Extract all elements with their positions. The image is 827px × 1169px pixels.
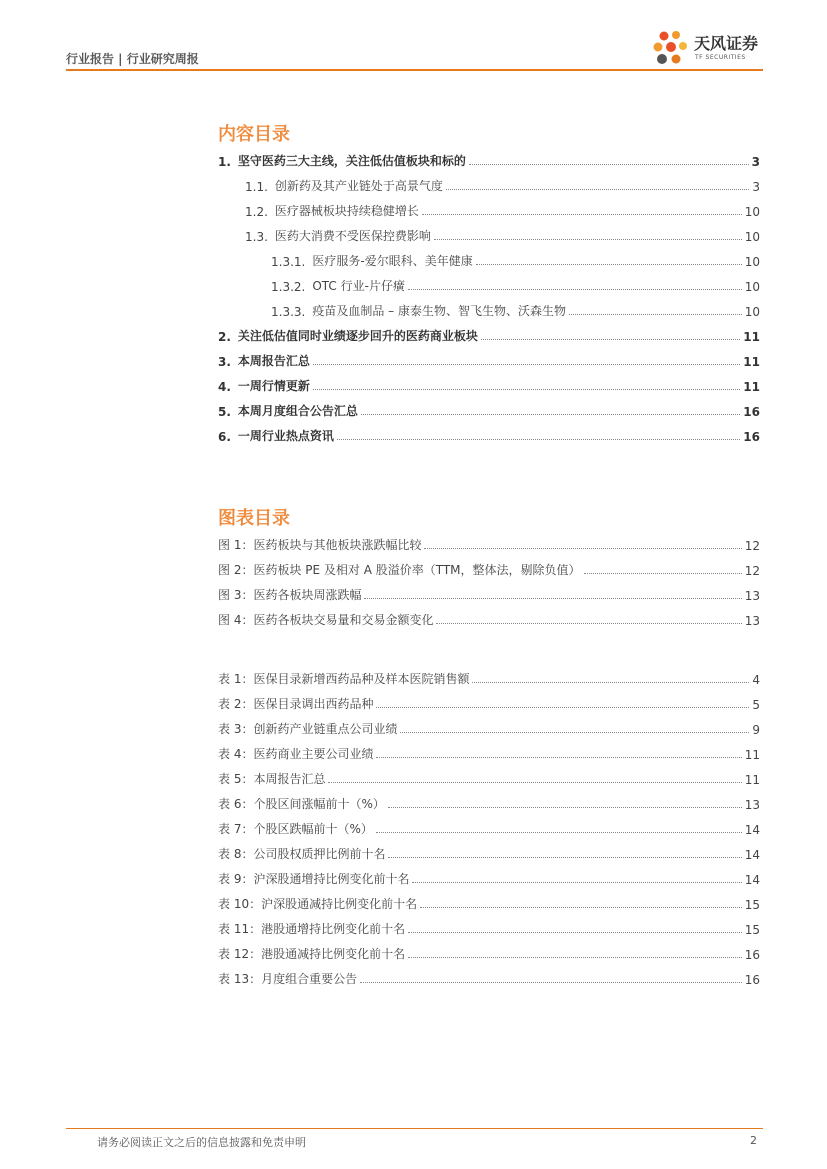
report-type-label: 行业报告 | 行业研究周报 bbox=[66, 52, 199, 66]
toc-leader bbox=[422, 214, 742, 215]
table-entry[interactable] bbox=[218, 744, 760, 762]
toc-entry-number: 1.2. bbox=[245, 205, 268, 219]
toc-entry[interactable] bbox=[245, 226, 760, 244]
toc-entry-number: 2. bbox=[218, 330, 231, 344]
figure-entry-page: 12 bbox=[744, 539, 760, 553]
toc-entry-text: 疫苗及血制品 – 康泰生物、智飞生物、沃森生物 bbox=[312, 304, 566, 318]
toc-leader bbox=[360, 982, 742, 983]
toc-leader bbox=[337, 439, 740, 440]
toc-entry-text: 坚守医药三大主线，关注低估值板块和标的 bbox=[237, 154, 466, 168]
toc-leader bbox=[408, 932, 742, 933]
toc-leader bbox=[313, 389, 740, 390]
toc-entry-page: 10 bbox=[744, 205, 760, 219]
toc-entry-number: 4. bbox=[218, 380, 231, 394]
toc-leader bbox=[313, 364, 740, 365]
toc-entry-text: 本周月度组合公告汇总 bbox=[237, 404, 358, 418]
toc-entry-page: 11 bbox=[743, 330, 760, 344]
header-divider bbox=[66, 69, 763, 71]
table-entry-page: 9 bbox=[752, 723, 760, 737]
toc-entry-page: 10 bbox=[744, 305, 760, 319]
figure-entry-page: 12 bbox=[744, 564, 760, 578]
toc-leader bbox=[476, 264, 742, 265]
tf-flower-logo-icon bbox=[652, 27, 692, 69]
table-entry[interactable] bbox=[218, 669, 760, 687]
table-entry-text: 表 9：沪深股通增持比例变化前十名 bbox=[218, 872, 410, 886]
footer-disclaimer: 请务必阅读正文之后的信息披露和免责申明 bbox=[97, 1136, 306, 1149]
table-entry[interactable] bbox=[218, 794, 760, 812]
toc-entry-number: 6. bbox=[218, 430, 231, 444]
toc-leader bbox=[569, 314, 742, 315]
table-entry[interactable] bbox=[218, 719, 760, 737]
toc-entry-text: 本周报告汇总 bbox=[237, 354, 310, 368]
toc-entry[interactable] bbox=[218, 426, 760, 444]
table-entry-text: 表 6：个股区间涨幅前十（%） bbox=[218, 797, 385, 811]
table-entry-text: 表 13：月度组合重要公告 bbox=[218, 972, 358, 986]
figure-entry[interactable] bbox=[218, 585, 760, 603]
toc-leader bbox=[388, 807, 742, 808]
table-entry-page: 16 bbox=[744, 973, 760, 987]
toc-entry[interactable] bbox=[245, 176, 760, 194]
toc-leader bbox=[434, 239, 742, 240]
toc-leader bbox=[469, 164, 749, 165]
toc-leader bbox=[361, 414, 740, 415]
toc-entry[interactable] bbox=[218, 326, 760, 344]
toc-entry[interactable] bbox=[218, 376, 760, 394]
table-entry-text: 表 12：港股通减持比例变化前十名 bbox=[218, 947, 406, 961]
table-entry-page: 11 bbox=[744, 773, 760, 787]
figure-entry-text: 图 2：医药板块 PE 及相对 A 股溢价率（TTM，整体法，剔除负值） bbox=[218, 563, 581, 577]
toc-leader bbox=[436, 623, 741, 624]
toc-leader bbox=[584, 573, 742, 574]
toc-leader bbox=[364, 598, 741, 599]
figure-entry-text: 图 3：医药各板块周涨跌幅 bbox=[218, 588, 362, 602]
toc-entry-number: 1.3.2. bbox=[271, 280, 306, 294]
toc-leader bbox=[376, 707, 749, 708]
table-entry-page: 11 bbox=[744, 748, 760, 762]
toc-title: 内容目录 bbox=[218, 124, 290, 145]
toc-leader bbox=[328, 782, 741, 783]
toc-entry[interactable] bbox=[271, 251, 760, 269]
toc-leader bbox=[408, 957, 742, 958]
toc-leader bbox=[388, 857, 741, 858]
toc-entry-page: 10 bbox=[744, 280, 760, 294]
table-entry[interactable] bbox=[218, 694, 760, 712]
toc-entry-number: 1.1. bbox=[245, 180, 268, 194]
toc-entry-page: 3 bbox=[752, 180, 760, 194]
table-entry[interactable] bbox=[218, 969, 760, 987]
table-entry[interactable] bbox=[218, 869, 760, 887]
toc-entry-page: 16 bbox=[743, 405, 760, 419]
toc-leader bbox=[446, 189, 749, 190]
table-entry-text: 表 4：医药商业主要公司业绩 bbox=[218, 747, 374, 761]
table-entry-text: 表 5：本周报告汇总 bbox=[218, 772, 326, 786]
page-number: 2 bbox=[750, 1134, 757, 1147]
table-entry-text: 表 8：公司股权质押比例前十名 bbox=[218, 847, 386, 861]
toc-entry[interactable] bbox=[218, 151, 760, 169]
table-entry-page: 15 bbox=[744, 898, 760, 912]
table-entry-page: 16 bbox=[744, 948, 760, 962]
toc-entry-text: 医疗器械板块持续稳健增长 bbox=[274, 204, 419, 218]
table-entry-text: 表 3：创新药产业链重点公司业绩 bbox=[218, 722, 398, 736]
figures-title: 图表目录 bbox=[218, 508, 290, 529]
toc-entry-number: 3. bbox=[218, 355, 231, 369]
toc-entry-page: 3 bbox=[751, 155, 760, 169]
table-entry-page: 14 bbox=[744, 848, 760, 862]
table-entry-text: 表 11：港股通增持比例变化前十名 bbox=[218, 922, 406, 936]
figure-entry-page: 13 bbox=[744, 589, 760, 603]
toc-leader bbox=[376, 832, 742, 833]
toc-entry-page: 11 bbox=[743, 355, 760, 369]
figure-entry[interactable] bbox=[218, 535, 760, 553]
table-entry-text: 表 10：沪深股通减持比例变化前十名 bbox=[218, 897, 418, 911]
table-entry[interactable] bbox=[218, 769, 760, 787]
toc-entry[interactable] bbox=[245, 201, 760, 219]
figure-entry[interactable] bbox=[218, 610, 760, 628]
table-entry-text: 表 7：个股区跌幅前十（%） bbox=[218, 822, 373, 836]
toc-entry[interactable] bbox=[271, 276, 760, 294]
toc-entry-page: 10 bbox=[744, 255, 760, 269]
logo-name: 天风证券 bbox=[694, 34, 759, 53]
toc-leader bbox=[408, 289, 742, 290]
toc-entry-text: 关注低估值同时业绩逐步回升的医药商业板块 bbox=[237, 329, 478, 343]
table-entry[interactable] bbox=[218, 844, 760, 862]
toc-entry-text: 创新药及其产业链处于高景气度 bbox=[274, 179, 443, 193]
table-entry-page: 15 bbox=[744, 923, 760, 937]
toc-entry-page: 10 bbox=[744, 230, 760, 244]
company-logo bbox=[652, 27, 762, 69]
toc-leader bbox=[376, 757, 741, 758]
toc-entry[interactable] bbox=[218, 351, 760, 369]
toc-entry-number: 1.3.3. bbox=[271, 305, 306, 319]
toc-entry-number: 1.3. bbox=[245, 230, 268, 244]
toc-entry-page: 16 bbox=[743, 430, 760, 444]
toc-entry[interactable] bbox=[271, 301, 760, 319]
toc-entry-text: 一周行业热点资讯 bbox=[237, 429, 334, 443]
toc-leader bbox=[420, 907, 742, 908]
toc-leader bbox=[472, 682, 749, 683]
toc-entry-text: 医疗服务-爱尔眼科、美年健康 bbox=[312, 254, 473, 268]
table-entry-page: 14 bbox=[744, 823, 760, 837]
table-entry-page: 5 bbox=[752, 698, 760, 712]
table-entry-text: 表 1：医保目录新增西药品种及样本医院销售额 bbox=[218, 672, 470, 686]
table-entry[interactable] bbox=[218, 894, 760, 912]
toc-leader bbox=[424, 548, 741, 549]
toc-entry-number: 1. bbox=[218, 155, 231, 169]
table-entry[interactable] bbox=[218, 819, 760, 837]
toc-entry-number: 1.3.1. bbox=[271, 255, 306, 269]
toc-leader bbox=[481, 339, 740, 340]
toc-leader bbox=[412, 882, 741, 883]
toc-entry-page: 11 bbox=[743, 380, 760, 394]
figure-entry[interactable] bbox=[218, 560, 760, 578]
table-entry-page: 14 bbox=[744, 873, 760, 887]
figure-entry-text: 图 4：医药各板块交易量和交易金额变化 bbox=[218, 613, 434, 627]
toc-entry-text: 一周行情更新 bbox=[237, 379, 310, 393]
footer-divider bbox=[66, 1128, 763, 1129]
toc-entry-text: 医药大消费不受医保控费影响 bbox=[274, 229, 431, 243]
table-entry[interactable] bbox=[218, 944, 760, 962]
figure-entry-page: 13 bbox=[744, 614, 760, 628]
toc-entry-text: OTC 行业-片仔癀 bbox=[312, 279, 405, 293]
toc-leader bbox=[400, 732, 749, 733]
table-entry-text: 表 2：医保目录调出西药品种 bbox=[218, 697, 374, 711]
toc-entry-number: 5. bbox=[218, 405, 231, 419]
table-entry-page: 4 bbox=[752, 673, 760, 687]
logo-subtitle: TF SECURITIES bbox=[695, 54, 746, 61]
table-entry[interactable] bbox=[218, 919, 760, 937]
toc-entry[interactable] bbox=[218, 401, 760, 419]
figure-entry-text: 图 1：医药板块与其他板块涨跌幅比较 bbox=[218, 538, 422, 552]
table-entry-page: 13 bbox=[744, 798, 760, 812]
